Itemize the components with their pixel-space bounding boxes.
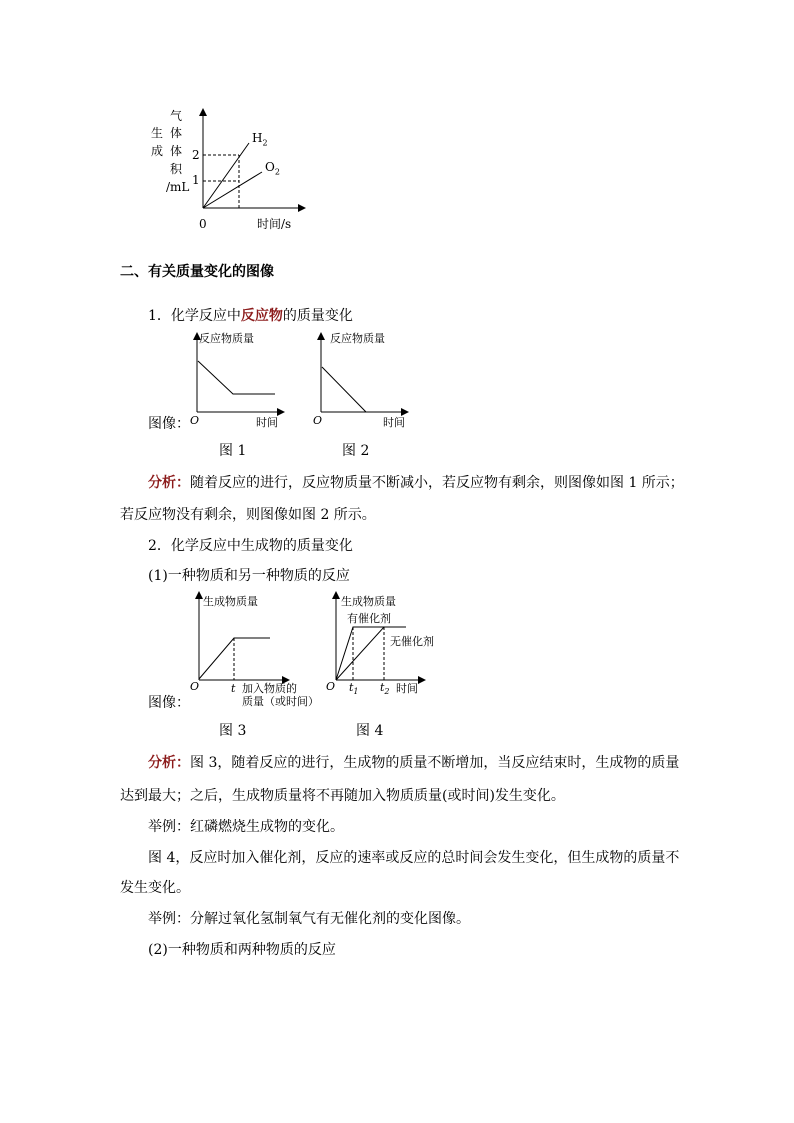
fig3-caption: 图 3 bbox=[219, 723, 247, 739]
fig4-without-catalyst: 无催化剂 bbox=[390, 635, 434, 648]
fig4-caption: 图 4 bbox=[356, 723, 384, 739]
o2-label: $O_2$ bbox=[265, 160, 280, 177]
fig1-caption: 图 1 bbox=[219, 443, 247, 459]
gas-ylabel-sheng: 生 bbox=[151, 126, 164, 140]
fig4-xlabel: 时间 bbox=[396, 682, 418, 695]
gas-xlabel: 时间/s bbox=[257, 217, 292, 231]
analysis1-line2: 若反应物没有剩余，则图像如图 2 所示。 bbox=[120, 507, 376, 523]
item1-highlight: 反应物 bbox=[240, 308, 283, 324]
sub2-heading: (2)一种物质和两种物质的反应 bbox=[148, 942, 336, 958]
item2-heading: 2．化学反应中生成物的质量变化 bbox=[148, 538, 353, 554]
analysis2-line2: 达到最大；之后，生成物质量将不再随加入物质质量(或时间)发生变化。 bbox=[120, 788, 565, 804]
fig3-ylabel: 生成物质量 bbox=[203, 595, 258, 608]
sub1-heading: (1)一种物质和另一种物质的反应 bbox=[148, 568, 350, 584]
h2-label: $H_2$ bbox=[252, 131, 268, 148]
fig4-explain-line2: 发生变化。 bbox=[120, 880, 190, 896]
gas-ytick-2: 2 bbox=[192, 148, 200, 162]
analysis1-label: 分析： bbox=[148, 475, 190, 491]
fig4-nocatalyst-curve bbox=[336, 627, 384, 680]
fig4-with-catalyst: 有催化剂 bbox=[347, 612, 391, 625]
gas-origin: 0 bbox=[199, 217, 207, 231]
fig4-t2: $t_2$ bbox=[380, 681, 390, 697]
item1-suffix: 的质量变化 bbox=[282, 308, 353, 324]
gas-ylabel-ji: 积 bbox=[170, 162, 183, 176]
fig2-xlabel: 时间 bbox=[383, 416, 405, 429]
section2-title: 二、有关质量变化的图像 bbox=[120, 264, 274, 280]
analysis2-line1 bbox=[148, 753, 679, 773]
fig4-explain-line1: 图 4，反应时加入催化剂，反应的速率或反应的总时间会发生变化，但生成物的质量不 bbox=[148, 850, 680, 866]
gas-ylabel-qi: 气 bbox=[170, 109, 183, 123]
fig3-t: t bbox=[231, 682, 236, 695]
example2: 举例：分解过氧化氢制氧气有无催化剂的变化图像。 bbox=[148, 911, 470, 927]
fig4-t1: $t_1$ bbox=[349, 681, 359, 697]
fig2-origin: O bbox=[313, 414, 323, 427]
fig4-origin: O bbox=[326, 680, 336, 693]
fig3-origin: O bbox=[190, 680, 200, 693]
fig34-image-label: 图像： bbox=[148, 695, 190, 711]
gas-ylabel-ti: 体 bbox=[170, 126, 183, 140]
fig3-xlabel-2: 质量（或时间） bbox=[242, 695, 319, 708]
fig1-ylabel: 反应物质量 bbox=[199, 332, 254, 345]
fig2-ylabel: 反应物质量 bbox=[330, 332, 385, 345]
analysis1-text1: 随着反应的进行，反应物质量不断减小，若反应物有剩余，则图像如图 1 所示； bbox=[190, 475, 684, 491]
example1: 举例：红磷燃烧生成物的变化。 bbox=[148, 819, 344, 835]
gas-ylabel-unit: /mL bbox=[166, 180, 190, 194]
fig1-origin: O bbox=[190, 414, 200, 427]
fig4-ylabel: 生成物质量 bbox=[341, 595, 396, 608]
item1-prefix: 1．化学反应中 bbox=[148, 308, 241, 324]
fig3-xlabel-1: 加入物质的 bbox=[242, 682, 297, 695]
fig1-xlabel: 时间 bbox=[256, 416, 278, 429]
analysis2-label: 分析： bbox=[148, 755, 190, 771]
gas-ylabel-cheng: 成 bbox=[151, 144, 164, 158]
analysis2-text1: 图 3，随着反应的进行，生成物的质量不断增加，当反应结束时，生成物的质量 bbox=[190, 755, 680, 771]
gas-ylabel-ti2: 体 bbox=[170, 144, 183, 158]
fig2-caption: 图 2 bbox=[342, 443, 370, 459]
fig12-image-label: 图像： bbox=[148, 416, 190, 432]
gas-ytick-1: 1 bbox=[192, 173, 200, 187]
